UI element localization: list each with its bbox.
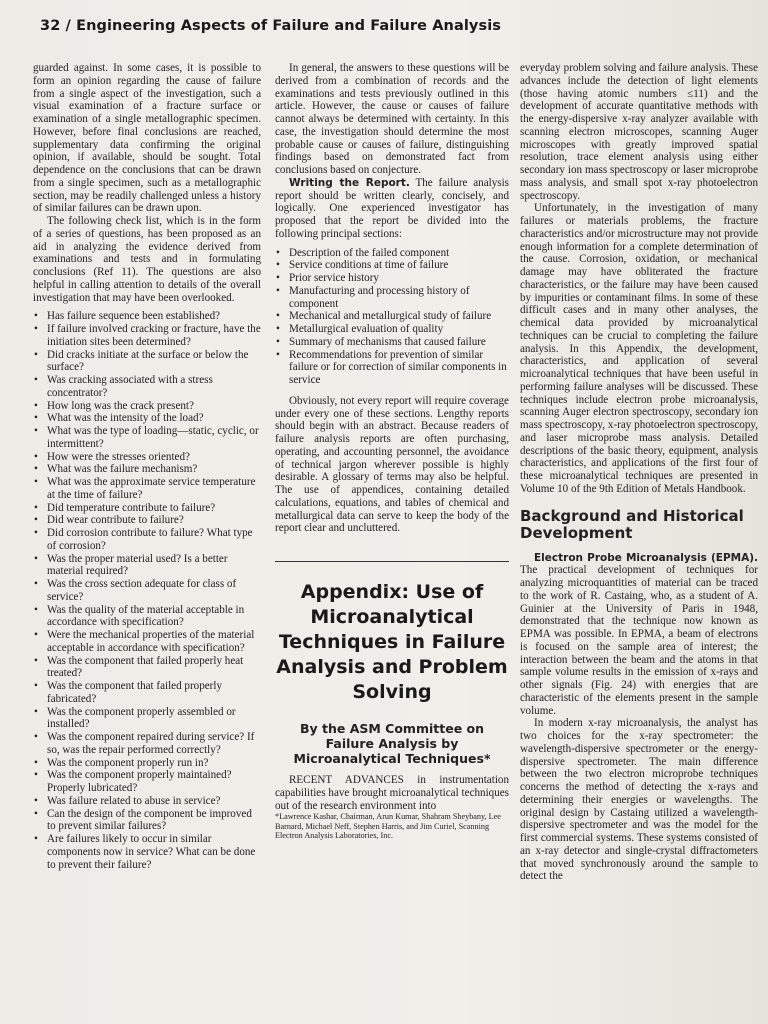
- paragraph: [275, 177, 509, 241]
- checklist-item: • What was the failure mechanism?: [33, 463, 261, 476]
- column-left: [33, 62, 261, 871]
- checklist-item: • Was the cross section adequate for class of service?: [33, 578, 261, 604]
- checklist-item: • Did temperature contribute to failure?: [33, 502, 261, 515]
- checklist-item: • How were the stresses oriented?: [33, 451, 261, 464]
- running-header: 32 / Engineering Aspects of Failure and Failure Analysis: [40, 18, 501, 34]
- report-section-item: • Description of the failed component: [275, 247, 509, 260]
- paragraph-text: The practical development of techniques for analyzing microquantities of material can be traced to the work of R. Castaing, who, as a student of A. Guinier at the University of Paris in 1948, demonstrated that the technique now known as EPMA was possible. In EPMA, a beam of electrons is focused on the sample area of interest; the interaction between the beam and the atoms in that sample volume results in the emission of x-rays and other signals (Fig. 24) with energies that are characteristic of the elements present in the sample volume.: [520, 564, 758, 717]
- report-section-item: • Summary of mechanisms that caused failure: [275, 336, 509, 349]
- checklist-item: • Are failures likely to occur in similar components now in service? What can be done to prevent their failure?: [33, 833, 261, 871]
- paragraph: The following check list, which is in the form of a series of questions, has been proposed as an aid in analyzing the evidence derived from examinations and tests and in formulating conclusions (Ref 11). The questions are also helpful in calling attention to details of the overall investigation that may have been overlooked.: [33, 215, 261, 304]
- checklist-item: • Was failure related to abuse in service?: [33, 795, 261, 808]
- paragraph: RECENT ADVANCES in instrumentation capabilities have brought microanalytical techniques out of the research environment into: [275, 774, 509, 812]
- paragraph-text: The failure analysis report should be written clearly, concisely, and logically. One experienced investigator has proposed that the report be divided into the following principal sections:: [275, 176, 509, 240]
- checklist-item: • Was the component properly run in?: [33, 757, 261, 770]
- paragraph: Obviously, not every report will require coverage under every one of these sections. Lengthy reports should begin with an abstract. Because readers of failure analysis reports are often purchasing, operating, and accounting personnel, the avoidance of technical jargon wherever possible is highly desirable. A glossary of terms may also be helpful. The use of appendices, containing detailed calculations, equations, and tables of chemical and metallurgical data can serve to keep the body of the report clear and uncluttered.: [275, 394, 509, 535]
- checklist-item: • Was the component properly maintained? Properly lubricated?: [33, 769, 261, 795]
- footnote: *Lawrence Kashar, Chairman, Arun Kumar, Shahram Sheybany, Lee Barnard, Michael Neff, Stephen Harris, and Jim Curiel, Scanning Electron Analysis Laboratories, Inc.: [275, 812, 501, 841]
- paragraph: In modern x-ray microanalysis, the analyst has two choices for the x-ray spectrometer: the wavelength-dispersive spectrometer or the energy-dispersive spectrometer. The main difference between the two electron microprobe techniques concerns the method of detecting the x-rays and determining their energies or wavelengths. The original design by Castaing utilized a wavelength-dispersive spectrometer and was the model for the first commercial systems. These systems consisted of an x-ray detector and single-crystal diffractometers that moved synchronously around the sample to detect the: [520, 717, 758, 883]
- checklist-item: • How long was the crack present?: [33, 400, 261, 413]
- paragraph: guarded against. In some cases, it is possible to form an opinion regarding the cause of failure from a single aspect of the investigation, such a visual examination of a fracture surface or examination of a single metallographic specimen. However, before final conclusions are reached, supplementary data confirming the original opinion, if available, should be sought. Total dependence on the conclusions that can be drawn from a single specimen, such as a metallographic section, may be readily challenged unless a history of similar failures can be drawn upon.: [33, 62, 261, 215]
- section-divider: [275, 561, 509, 562]
- checklist-item: • Was the component repaired during service? If so, was the repair performed correctly?: [33, 731, 261, 757]
- report-sections-list: [275, 247, 509, 387]
- report-section-item: • Recommendations for prevention of similar failure or for correction of similar components in service: [275, 349, 509, 387]
- checklist-item: • Did corrosion contribute to failure? What type of corrosion?: [33, 527, 261, 553]
- checklist-item: • If failure involved cracking or fracture, have the initiation sites been determined?: [33, 323, 261, 349]
- checklist-item: • What was the type of loading—static, cyclic, or intermittent?: [33, 425, 261, 451]
- paragraph: everyday problem solving and failure analysis. These advances include the detection of light elements (those having atomic numbers ≤11) and the development of accurate quantitative methods with the energy-dispersive x-ray analyzer available with scanning electron microscopes, scanning Auger microscopes with greatly improved spatial resolution, trace element analysis using either secondary ion mass spectroscopy or laser microprobe mass analysis, and small spot x-ray photoelectron spectroscopy.: [520, 62, 758, 202]
- checklist-item: • Did wear contribute to failure?: [33, 514, 261, 527]
- checklist-item: • Were the mechanical properties of the material acceptable in accordance with specification?: [33, 629, 261, 655]
- checklist-item: • Was the component that failed properly heat treated?: [33, 655, 261, 681]
- checklist-item: • Was the quality of the material acceptable in accordance with specification?: [33, 604, 261, 630]
- paragraph: [520, 552, 758, 718]
- checklist-item: • What was the intensity of the load?: [33, 412, 261, 425]
- section-heading: Background and Historical Development: [520, 506, 744, 542]
- report-section-item: • Manufacturing and processing history of component: [275, 285, 509, 311]
- appendix-byline: By the ASM Committee on Failure Analysis by Microanalytical Techniques*: [293, 721, 491, 766]
- column-right: [520, 62, 758, 883]
- run-in-heading: Electron Probe Microanalysis (EPMA).: [534, 551, 758, 564]
- checklist-item: • Was cracking associated with a stress concentrator?: [33, 374, 261, 400]
- checklist-item: • Was the component properly assembled or installed?: [33, 706, 261, 732]
- run-in-heading: Writing the Report.: [289, 176, 410, 189]
- report-section-item: • Metallurgical evaluation of quality: [275, 323, 509, 336]
- appendix-title: Appendix: Use of Microanalytical Techniques in Failure Analysis and Problem Solving: [276, 581, 508, 703]
- column-middle: [275, 62, 509, 841]
- checklist-item: • Was the component that failed properly fabricated?: [33, 680, 261, 706]
- checklist: [33, 310, 261, 871]
- report-section-item: • Mechanical and metallurgical study of failure: [275, 310, 509, 323]
- checklist-item: • Has failure sequence been established?: [33, 310, 261, 323]
- checklist-item: • Can the design of the component be improved to prevent similar failures?: [33, 808, 261, 834]
- report-section-item: • Prior service history: [275, 272, 509, 285]
- checklist-item: • What was the approximate service temperature at the time of failure?: [33, 476, 261, 502]
- report-section-item: • Service conditions at time of failure: [275, 259, 509, 272]
- checklist-item: • Was the proper material used? Is a better material required?: [33, 553, 261, 579]
- paragraph: Unfortunately, in the investigation of many failures or materials problems, the fracture characteristics and/or microstructure may not provide enough information for a complete determination of the cause. Corrosion, oxidation, or mechanical damage may have obliterated the fracture characteristics, or the failure may have been caused by impurities or contaminant films. In some of these difficult cases and in many other analyses, the chemical data provided by microanalytical techniques can be crucial to completing the failure analysis. In this Appendix, the development, characteristics, and application of several microanalytical techniques that have been useful in performing failure analyses will be discussed. These techniques include electron probe microanalysis, scanning Auger electron spectroscopy, secondary ion mass spectroscopy, x-ray photoelectron spectroscopy, and laser microprobe mass analysis. Detailed descriptions of the basic theory, equipment, analysis characteristics, and applications of the first four of these microanalytical techniques are presented in Volume 10 of the 9th Edition of Metals Handbook.: [520, 202, 758, 495]
- checklist-item: • Did cracks initiate at the surface or below the surface?: [33, 349, 261, 375]
- paragraph: In general, the answers to these questions will be derived from a combination of records and the examinations and tests previously outlined in this article. However, the cause or causes of failure cannot always be determined with certainty. In this case, the investigation should determine the most probable cause or causes of failure, distinguishing findings based on demonstrated fact from conclusions based on conjecture.: [275, 62, 509, 176]
